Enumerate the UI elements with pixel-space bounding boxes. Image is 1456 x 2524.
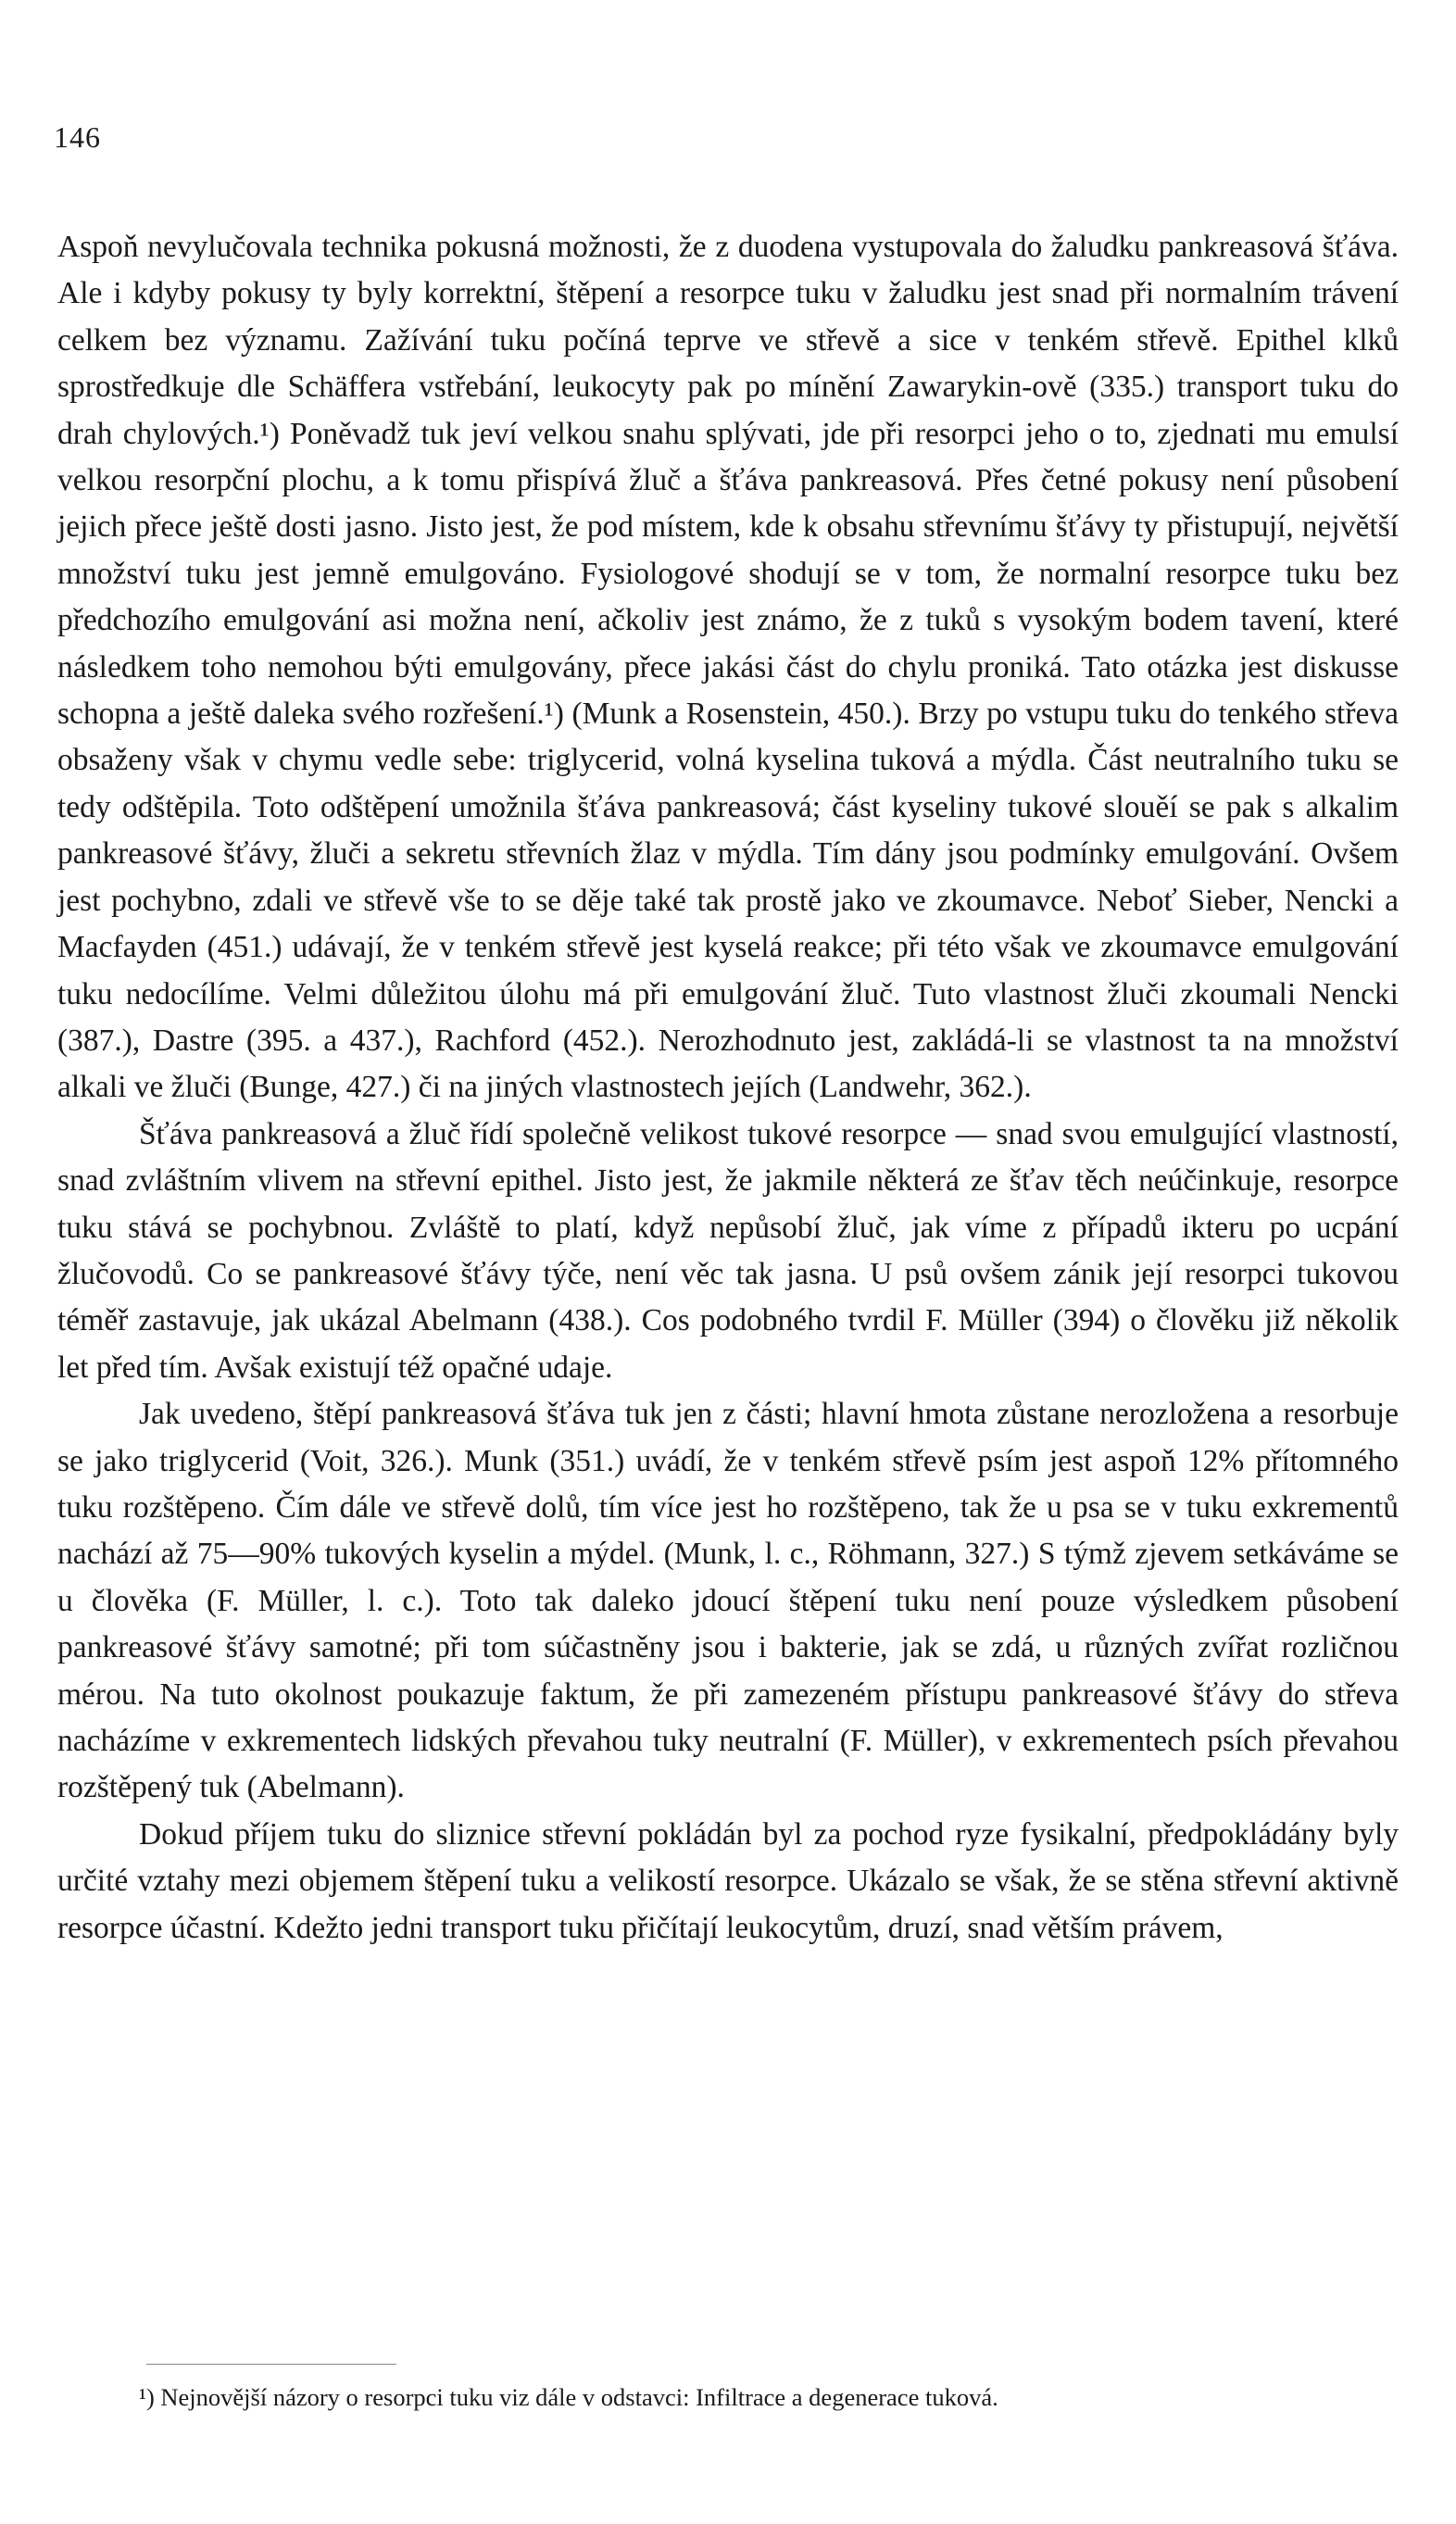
body-text (57, 224, 1399, 1952)
paragraph-2: Šťáva pankreasová a žluč řídí společně velikost tukové resorpce — snad svou emulgující vlastností, snad zvláštním vlivem na střevní epithel. Jisto jest, že jakmile některá ze šťav těch neúčinkuje, resorpce tuku stává se pochybnou. Zvláště to platí, když nepůsobí žluč, jak víme z případů ikteru po ucpání žlučovodů. Co se pankreasové šťávy týče, není věc tak jasna. U psů ovšem zánik její resorpci tukovou téměř zastavuje, jak ukázal Abelmann (438.). Cos podobného tvrdil F. Müller (394) o člověku již několik let před tím. Avšak existují též opačné udaje. (57, 1116, 1399, 1385)
footnote-divider (146, 2364, 396, 2365)
paragraph-4: Dokud příjem tuku do sliznice střevní pokládán byl za pochod ryze fysikalní, předpokládány byly určité vztahy mezi objemem štěpení tuku a velikostí resorpce. Ukázalo se však, že se stěna střevní aktivně resorpce účastní. Kdežto jedni transport tuku přičítají leukocytům, druzí, snad větším právem, (57, 1816, 1399, 1945)
paragraph-3: Jak uvedeno, štěpí pankreasová šťáva tuk jen z části; hlavní hmota zůstane nerozložena a resorbuje se jako triglycerid (Voit, 326.). Munk (351.) uvádí, že v tenkém střevě psím jest aspoň 12% přítomného tuku rozštěpeno. Čím dále ve střevě dolů, tím více jest ho rozštěpeno, tak že u psa se v tuku exkrementů nachází až 75—90% tukových kyselin a mýdel. (Munk, l. c., Röhmann, 327.) S týmž zjevem setkáváme se u člověka (F. Müller, l. c.). Toto tak daleko jdoucí štěpení tuku není pouze výsledkem působení pankreasové šťávy samotné; při tom súčastněny jsou i bakterie, jak se zdá, u různých zvířat rozličnou mérou. Na tuto okolnost poukazuje faktum, že při zamezeném přístupu pankreasové šťávy do střeva nacházíme v exkrementech lidských převahou tuky neutralní (F. Müller), v exkrementech psích převahou rozštěpený tuk (Abelmann). (57, 1397, 1399, 1805)
footnote: ¹) Nejnovější názory o resorpci tuku viz dále v odstavci: Infiltrace a degenerace tuková. (139, 2383, 998, 2411)
paragraph-1: Aspoň nevylučovala technika pokusná možnosti, že z duodena vystupovala do žaludku pankreasová šťáva. Ale i kdyby pokusy ty byly korrektní, štěpení a resorpce tuku v žaludku jest snad při normalním trávení celkem bez významu. Zažívání tuku počíná teprve ve střevě a sice v tenkém střevě. Epithel klků sprostředkuje dle Schäffera vstřebání, leukocyty pak po mínění Zawarykin-ově (335.) transport tuku do drah chylových.¹) Poněvadž tuk jeví velkou snahu splývati, jde při resorpci jeho o to, zjednati mu emulsí velkou resorpční plochu, a k tomu přispívá žluč a šťáva pankreasová. Přes četné pokusy není působení jejich přece ještě dosti jasno. Jisto jest, že pod místem, kde k obsahu střevnímu šťávy ty přistupují, největší množství tuku jest jemně emulgováno. Fysiologové shodují se v tom, že normalní resorpce tuku bez předchozího emulgování asi možna není, ačkoliv jest známo, že z tuků s vysokým bodem tavení, které následkem toho nemohou býti emulgovány, přece jakási část do chylu proniká. Tato otázka jest diskusse schopna a ještě daleka svého rozřešení.¹) (Munk a Rosenstein, 450.). Brzy po vstupu tuku do tenkého střeva obsaženy však v chymu vedle sebe: triglycerid, volná kyselina tuková a mýdla. Část neutralního tuku se tedy odštěpila. Toto odštěpení umožnila šťáva pankreasová; část kyseliny tukové slouěí se pak s alkalim pankreasové šťávy, žluči a sekretu střevních žlaz v mýdla. Tím dány jsou podmínky emulgování. Ovšem jest pochybno, zdali ve střevě vše to se děje také tak prostě jako ve zkoumavce. Neboť Sieber, Nencki a Macfayden (451.) udávají, že v tenkém střevě jest kyselá reakce; při této však ve zkoumavce emulgování tuku nedocílíme. Velmi důležitou úlohu má při emulgování žluč. Tuto vlastnost žluči zkoumali Nencki (387.), Dastre (395. a 437.), Rachford (452.). Nerozhodnuto jest, zakládá-li se vlastnost ta na množství alkali ve žluči (Bunge, 427.) či na jiných vlastnostech jejích (Landwehr, 362.). (57, 230, 1399, 1105)
page-number: 146 (54, 120, 101, 154)
